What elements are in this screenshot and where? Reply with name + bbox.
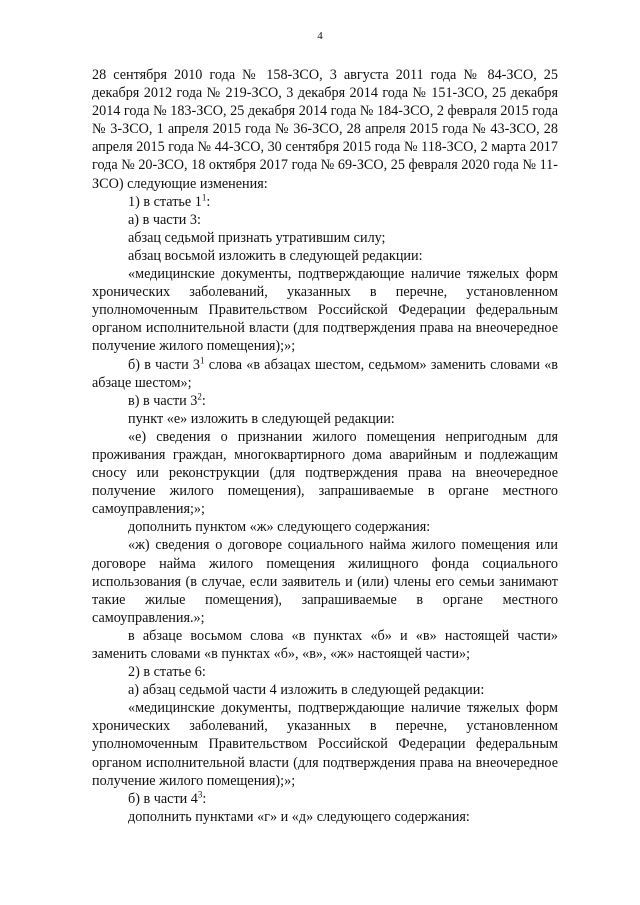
paragraph-part-4-abzac-7: а) абзац седьмой части 4 изложить в следующей редакции:: [128, 682, 485, 699]
document-body: [92, 66, 558, 826]
paragraph-item-e-quote: «е) сведения о признании жилого помещения непригодным для проживания граждан, многоквартирного дома аварийным и подлежащим сносу или реконструкции (для подтверждения права на внеочередное получение жилого помещения), запрашиваемые в органе местного самоуправления;»;: [92, 428, 558, 518]
paragraph-item-e-edit: пункт «е» изложить в следующей редакции:: [128, 410, 395, 427]
paragraph-article-6: 2) в статье 6:: [128, 664, 206, 681]
paragraph-part-3-1: б) в части $3^1$ слова «в абзацах шестом, седьмом» заменить словами «в абзаце шестом»;: [92, 354, 558, 391]
paragraph-part-3: а) в части 3:: [128, 211, 201, 228]
page-number: 4: [317, 30, 323, 42]
paragraph-items-g-d-add: дополнить пунктами «г» и «д» следующего содержания:: [128, 808, 470, 825]
paragraph-part-4-3: б) в части $4^3$:: [128, 789, 207, 807]
paragraph-part-3-2: в) в части $3^2$:: [128, 390, 206, 409]
paragraph-item-zh-quote: «ж) сведения о договоре социального найма жилого помещения или договоре найма жилого помещения жилищного фонда социального использования (в случае, если заявитель и (или) члены его семьи занимают такие жилые помещения), запрашиваемые в органе местного самоуправления.»;: [92, 537, 558, 626]
paragraph-amended-laws-list: 28 сентября 2010 года № 158-ЗСО, 3 августа 2011 года № 84-ЗСО, 25 декабря 2012 года № 219-ЗСО, 3 декабря 2014 года № 151-ЗСО, 25 декабря 2014 года № 183-ЗСО, 25 декабря 2014 года № 184-ЗСО, 2 февраля 2015 года № 3-ЗСО, 1 апреля 2015 года № 36-ЗСО, 28 апреля 2015 года № 43-ЗСО, 28 апреля 2015 года № 44-ЗСО, 30 сентября 2015 года № 118-ЗСО, 2 марта 2017 года № 20-ЗСО, 18 октября 2017 года № 69-ЗСО, 25 февраля 2020 года № 11-ЗСО) следующие изменения:: [92, 67, 558, 192]
paragraph-article-1-1: 1) в статье $1^1$:: [128, 191, 211, 210]
paragraph-item-zh-add: дополнить пунктом «ж» следующего содержания:: [128, 519, 431, 536]
paragraph-abzac-8-replace: в абзаце восьмом слова «в пунктах «б» и «в» настоящей части» заменить словами «в пунктах «б», «в», «ж» настоящей части»;: [92, 627, 558, 662]
paragraph-abzac-8-edit: абзац восьмой изложить в следующей редакции:: [128, 247, 423, 264]
paragraph-abzac-7-void: абзац седьмой признать утратившим силу;: [128, 229, 386, 246]
paragraph-medical-docs-quote: «медицинские документы, подтверждающие наличие тяжелых форм хронических заболеваний, указанных в перечне, установленном уполномоченным Правительством Российской Федерации федеральным органом исполнительной власти (для подтверждения права на внеочередное получение жилого помещения);»;: [92, 266, 558, 355]
paragraph-medical-docs-quote-2: «медицинские документы, подтверждающие наличие тяжелых форм хронических заболеваний, указанных в перечне, установленном уполномоченным Правительством Российской Федерации федеральным органом исполнительной власти (для подтверждения права на внеочередное получение жилого помещения);»;: [92, 700, 558, 789]
